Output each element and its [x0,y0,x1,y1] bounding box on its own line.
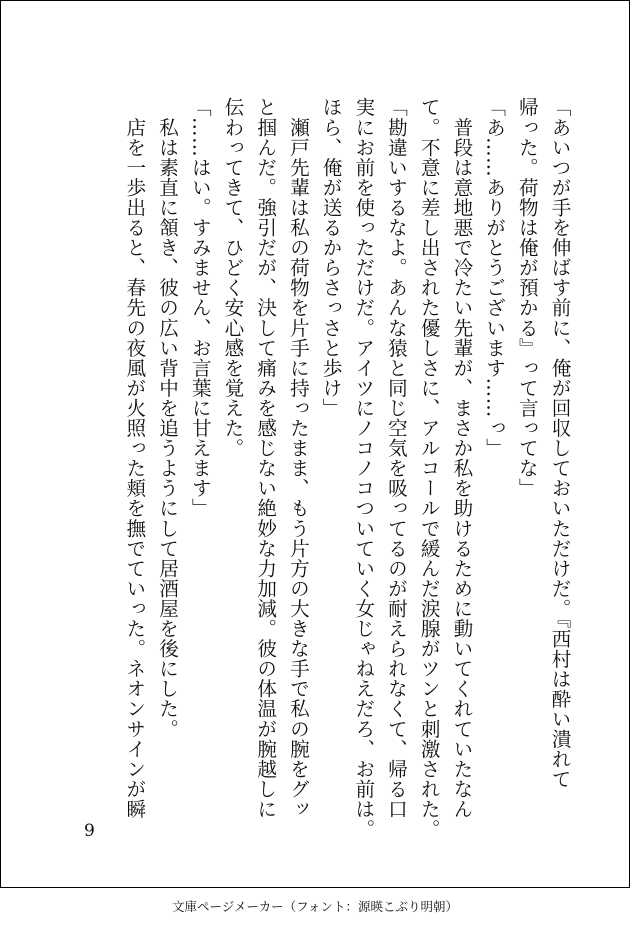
text-line: ほら、俺が送るからさっさと歩け」 [319,97,343,418]
text-line: 実にお前を使っただけだ。アイツにノコノコついていく女じゃねえだろ、お前は。 [351,97,375,839]
text-line: 店を一歩出ると、春先の夜風が火照った頬を撫でていった。ネオンサインが瞬 [122,97,146,819]
text-line: 伝わってきて、ひどく安心感を覚えた。 [220,97,244,458]
page-number: 9 [84,821,95,841]
text-line: 瀬戸先輩は私の荷物を片手に持ったまま、もう片方の大きな手で私の腕をグッ [286,97,310,819]
text-line: 普段は意地悪で冷たい先輩が、まさか私を助けるために動いてくれていたなん [449,97,473,819]
text-line: 「……はい。すみません、お言葉に甘えます」 [188,97,212,519]
text-line: 帰った。荷物は俺が預かる』って言ってな」 [515,97,539,498]
footer-credit: 文庫ページメーカー（フォント：源暎こぶり明朝） [171,899,458,914]
text-line: と掴んだ。強引だが、決して痛みを感じない絶妙な力加減。彼の体温が腕越しに [253,97,277,819]
text-line: て。不意に差し出された優しさに、アルコールで緩んだ涙腺がツンと刺激された。 [417,97,441,839]
body-text [117,97,575,839]
text-line: 「勘違いするなよ。あんな猿と同じ空気を吸ってるのが耐えられなくて、帰る口 [384,97,408,819]
text-line: 私は素直に頷き、彼の広い背中を追うようにして居酒屋を後にした。 [155,97,179,739]
text-line: 「あいつが手を伸ばす前に、俺が回収しておいただけだ。『西村は酔い潰れて [548,97,571,789]
text-line: 「あ……ありがとうございます……っ」 [482,97,506,458]
